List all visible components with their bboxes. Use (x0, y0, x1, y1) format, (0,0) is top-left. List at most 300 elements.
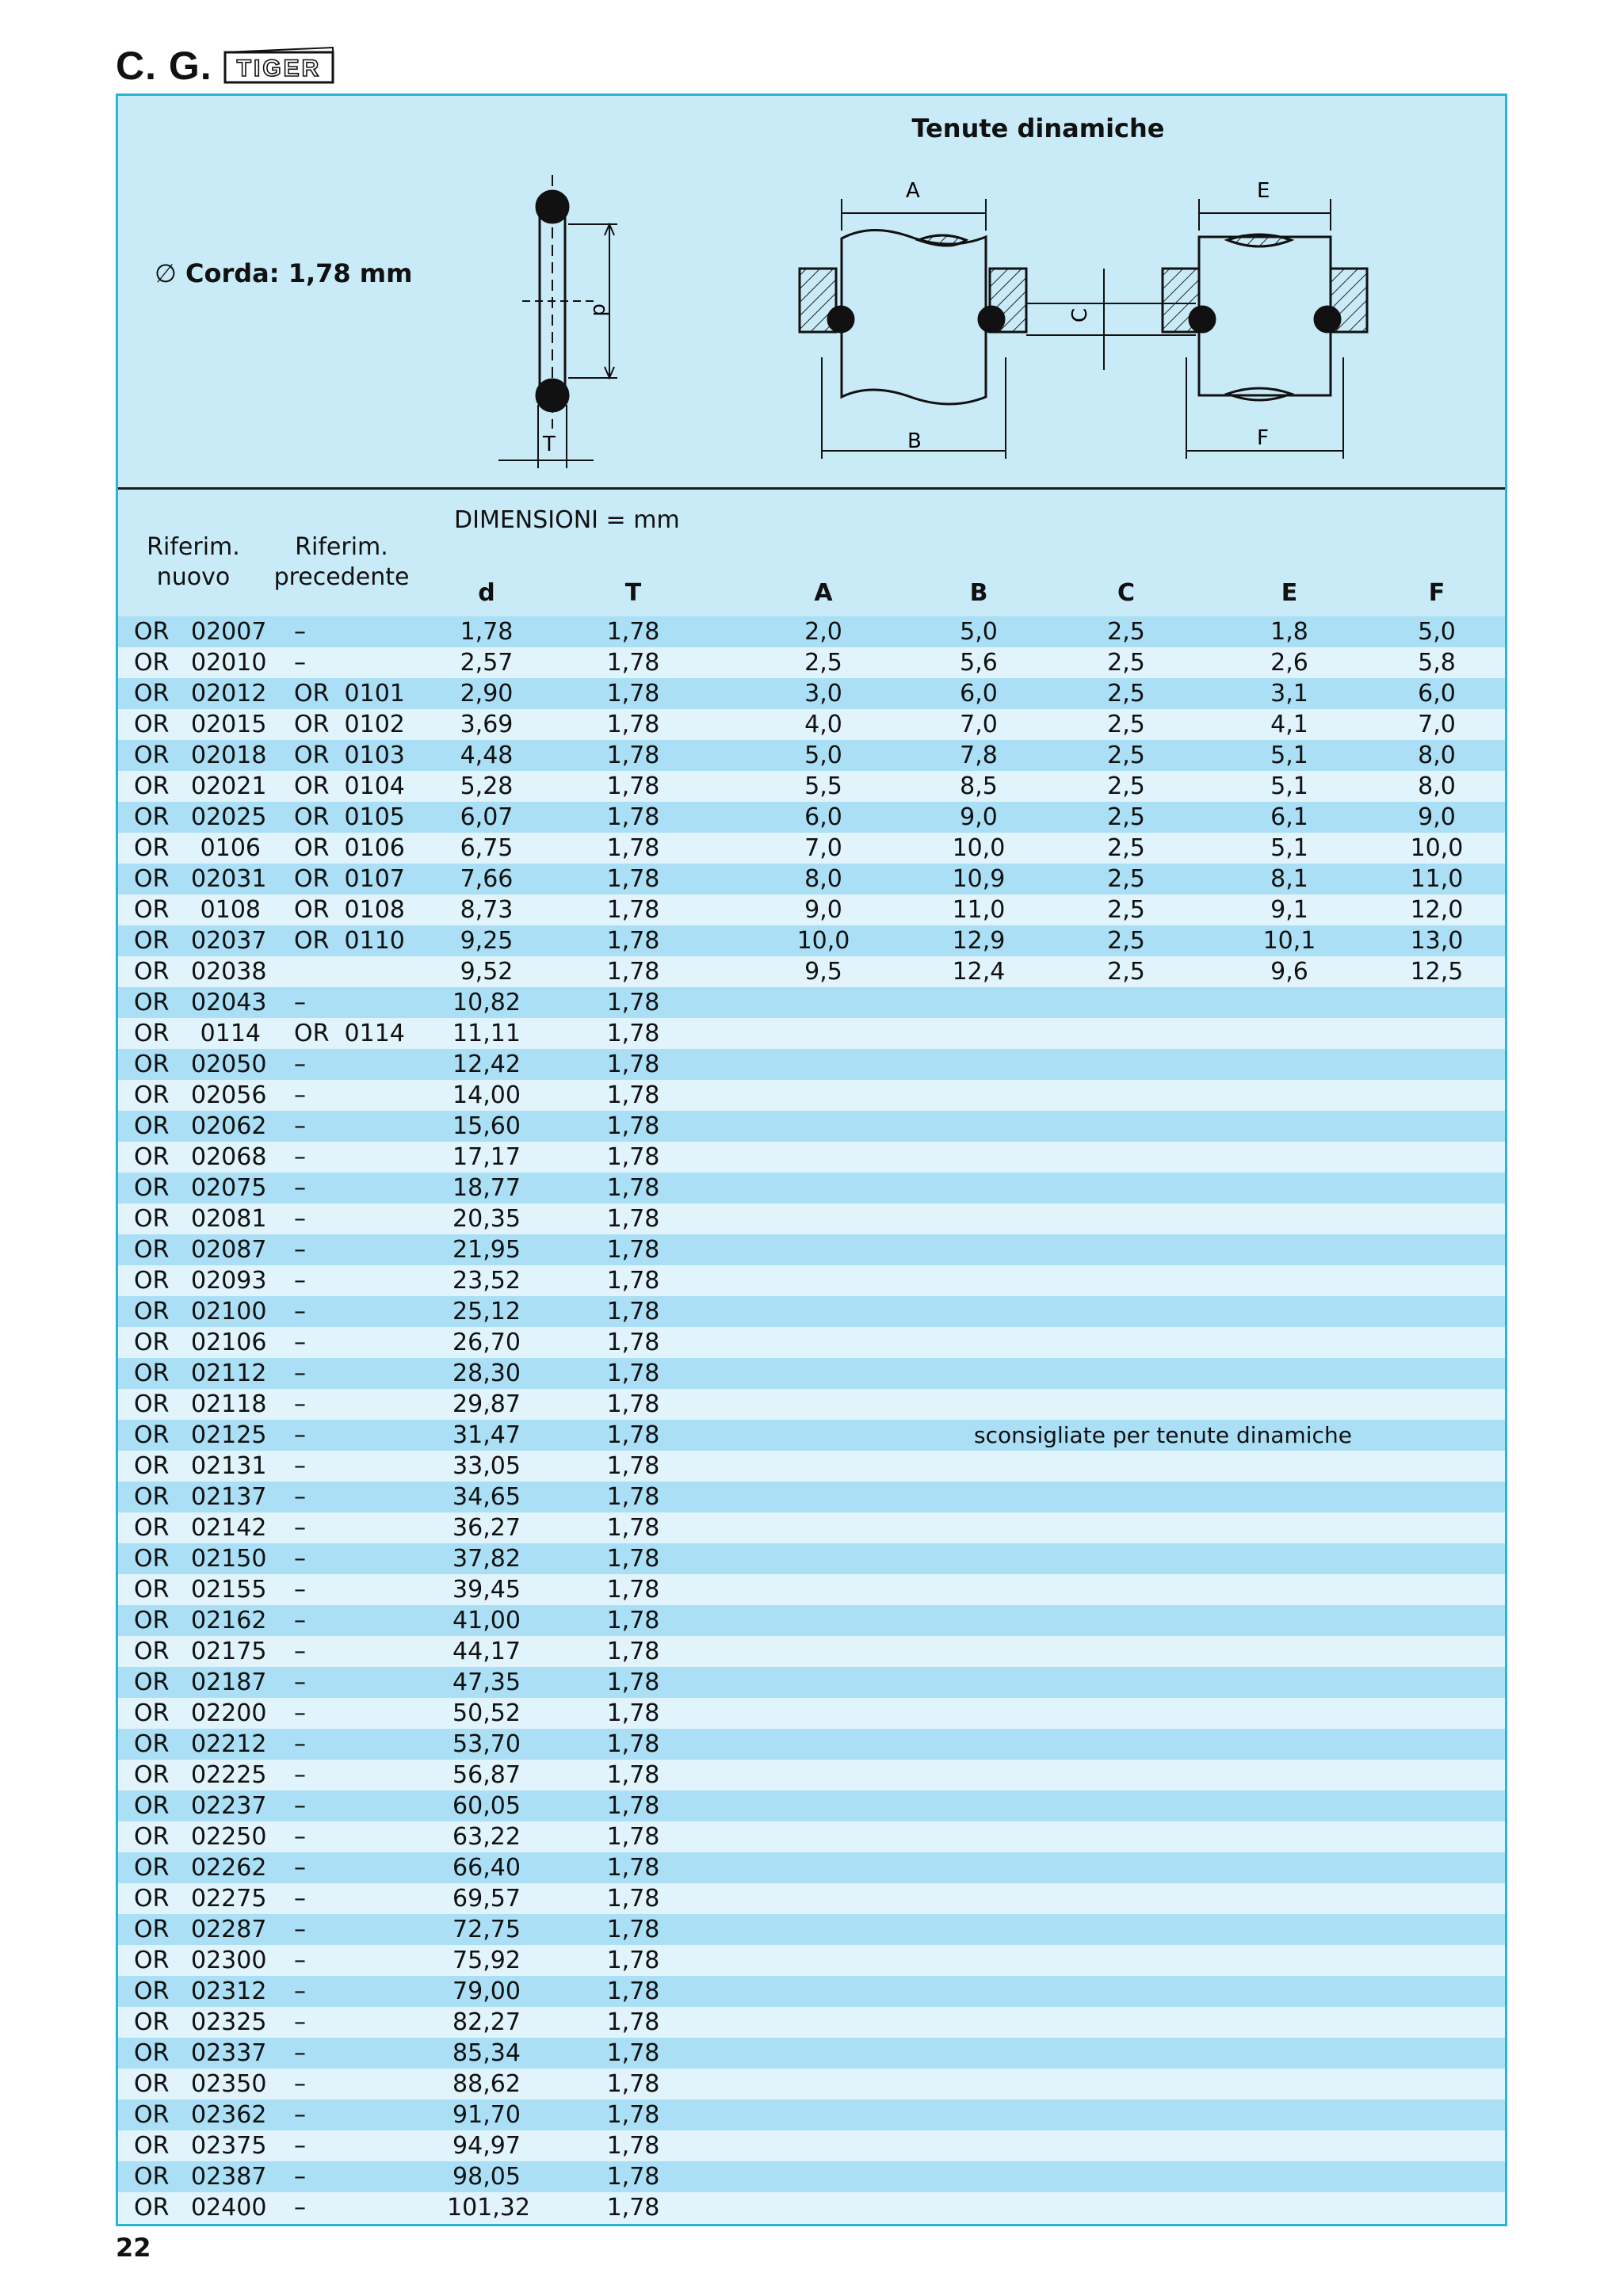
cell-a: 6,0 (804, 803, 842, 831)
cell-d: 7,66 (460, 865, 514, 893)
cell-num: 02031 (191, 865, 267, 893)
cell-t: 1,78 (606, 1205, 660, 1233)
cell-or: OR (134, 1978, 170, 2005)
table-row (118, 1265, 1505, 1296)
cell-d: 3,69 (460, 711, 514, 738)
table-row (118, 771, 1505, 802)
cell-t: 1,78 (606, 1638, 660, 1665)
cell-prev: OR 0106 (294, 834, 405, 862)
cell-d: 85,34 (453, 2039, 521, 2067)
cell-c: 2,5 (1107, 772, 1145, 800)
cell-c: 2,5 (1107, 834, 1145, 862)
cell-d: 72,75 (453, 1916, 521, 1943)
cell-or: OR (134, 649, 170, 677)
cell-c: 2,5 (1107, 711, 1145, 738)
cell-or: OR (134, 1607, 170, 1634)
cell-prev: – (294, 1699, 306, 1727)
cell-t: 1,78 (606, 865, 660, 893)
cell-num: 02337 (191, 2039, 267, 2067)
cell-num: 02350 (191, 2070, 267, 2098)
table-row (118, 987, 1505, 1018)
cell-num: 02250 (191, 1823, 267, 1851)
cell-or: OR (134, 1638, 170, 1665)
table-row (118, 1636, 1505, 1667)
cell-num: 02037 (191, 927, 267, 955)
cell-num: 02387 (191, 2163, 267, 2191)
cell-d: 63,22 (453, 1823, 521, 1851)
cell-b: 7,8 (960, 742, 998, 769)
cell-t: 1,78 (606, 927, 660, 955)
cell-or: OR (134, 1483, 170, 1511)
cell-or: OR (134, 958, 170, 986)
cell-prev: OR 0105 (294, 803, 405, 831)
cell-t: 1,78 (606, 803, 660, 831)
cell-num: 02187 (191, 1669, 267, 1696)
cell-c: 2,5 (1107, 896, 1145, 924)
cell-num: 02056 (191, 1081, 267, 1109)
rod-seal-drawing (1163, 199, 1367, 459)
cell-prev: – (294, 618, 306, 646)
cell-d: 9,25 (460, 927, 514, 955)
cell-or: OR (134, 1421, 170, 1449)
cell-prev: – (294, 1421, 306, 1449)
cell-prev: – (294, 1236, 306, 1264)
cell-t: 1,78 (606, 680, 660, 707)
table-row (118, 1821, 1505, 1852)
cell-t: 1,78 (606, 1143, 660, 1171)
cell-c: 2,5 (1107, 803, 1145, 831)
cell-prev: – (294, 1607, 306, 1634)
cell-a: 4,0 (804, 711, 842, 738)
cell-a: 5,0 (804, 742, 842, 769)
cell-d: 82,27 (453, 2008, 521, 2036)
table-row (118, 1234, 1505, 1265)
table-row (118, 1729, 1505, 1760)
cell-t: 1,78 (606, 1761, 660, 1789)
cell-prev: – (294, 1761, 306, 1789)
cell-prev: – (294, 1081, 306, 1109)
cell-d: 10,82 (453, 989, 521, 1016)
header-b: B (969, 579, 988, 607)
cell-t: 1,78 (606, 2070, 660, 2098)
diameter-icon: ∅ (155, 258, 177, 288)
cell-or: OR (134, 1298, 170, 1325)
table-row (118, 1914, 1505, 1945)
cell-d: 2,90 (460, 680, 514, 707)
cell-prev: – (294, 2101, 306, 2129)
cell-num: 02062 (191, 1112, 267, 1140)
header-c: C (1117, 579, 1136, 607)
cell-or: OR (134, 989, 170, 1016)
cell-or: OR (134, 2194, 170, 2222)
cell-d: 4,48 (460, 742, 514, 769)
cell-t: 1,78 (606, 989, 660, 1016)
cell-prev: – (294, 1823, 306, 1851)
cell-prev: – (294, 2008, 306, 2036)
cell-e: 5,1 (1270, 834, 1308, 862)
table-row (118, 1111, 1505, 1142)
table-row (118, 616, 1505, 647)
cell-num: 0108 (200, 896, 261, 924)
cell-f: 8,0 (1418, 742, 1456, 769)
cell-or: OR (134, 1669, 170, 1696)
cell-or: OR (134, 834, 170, 862)
table-row (118, 1574, 1505, 1605)
cell-t: 1,78 (606, 1020, 660, 1047)
cell-a: 9,5 (804, 958, 842, 986)
cell-e: 10,1 (1262, 927, 1316, 955)
cell-prev: – (294, 1978, 306, 2005)
cell-t: 1,78 (606, 1854, 660, 1882)
table-row (118, 1173, 1505, 1203)
cell-e: 6,1 (1270, 803, 1308, 831)
cell-prev: – (294, 1298, 306, 1325)
piston-seal-drawing (800, 199, 1196, 459)
diagram-panel (118, 96, 1505, 490)
cell-d: 47,35 (453, 1669, 521, 1696)
cell-prev: – (294, 1483, 306, 1511)
cell-num: 02012 (191, 680, 267, 707)
cell-or: OR (134, 2039, 170, 2067)
cell-d: 14,00 (453, 1081, 521, 1109)
cell-num: 02287 (191, 1916, 267, 1943)
cell-num: 02081 (191, 1205, 267, 1233)
cell-f: 12,5 (1410, 958, 1464, 986)
header-e: E (1281, 579, 1298, 607)
cell-t: 1,78 (606, 1669, 660, 1696)
cell-d: 9,52 (460, 958, 514, 986)
dim-e-label: E (1257, 179, 1270, 203)
table-row (118, 647, 1505, 678)
cell-t: 1,78 (606, 896, 660, 924)
cell-prev: – (294, 2039, 306, 2067)
cell-or: OR (134, 1854, 170, 1882)
table-row (118, 1883, 1505, 1914)
cell-d: 6,75 (460, 834, 514, 862)
cell-e: 2,6 (1270, 649, 1308, 677)
cell-t: 1,78 (606, 1421, 660, 1449)
cell-e: 9,6 (1270, 958, 1308, 986)
table-row (118, 1543, 1505, 1574)
table-row (118, 1698, 1505, 1729)
cell-t: 1,78 (606, 1792, 660, 1820)
table-row (118, 709, 1505, 740)
cell-num: 02150 (191, 1545, 267, 1573)
cell-t: 1,78 (606, 2163, 660, 2191)
cell-b: 7,0 (960, 711, 998, 738)
cell-or: OR (134, 2070, 170, 2098)
dim-d-label: d (588, 303, 612, 317)
cell-or: OR (134, 1761, 170, 1789)
cell-d: 23,52 (453, 1267, 521, 1295)
cell-prev: – (294, 1792, 306, 1820)
cell-c: 2,5 (1107, 649, 1145, 677)
cell-num: 02068 (191, 1143, 267, 1171)
cell-t: 1,78 (606, 958, 660, 986)
cell-d: 36,27 (453, 1514, 521, 1542)
cell-num: 02155 (191, 1576, 267, 1604)
cell-e: 4,1 (1270, 711, 1308, 738)
cell-or: OR (134, 1452, 170, 1480)
cell-or: OR (134, 1081, 170, 1109)
table-row (118, 1203, 1505, 1234)
cell-f: 10,0 (1410, 834, 1464, 862)
cell-t: 1,78 (606, 1298, 660, 1325)
cell-prev: OR 0107 (294, 865, 405, 893)
cell-num: 02038 (191, 958, 267, 986)
cell-or: OR (134, 865, 170, 893)
cell-prev: OR 0108 (294, 896, 405, 924)
table-row (118, 1945, 1505, 1976)
table-row (118, 802, 1505, 833)
cell-prev: – (294, 2194, 306, 2222)
cell-t: 1,78 (606, 649, 660, 677)
cell-prev: – (294, 1916, 306, 1943)
cell-d: 33,05 (453, 1452, 521, 1480)
cell-prev: – (294, 1885, 306, 1913)
dim-c-label: C (1068, 307, 1092, 322)
cord-label: ∅ Corda: 1,78 mm (155, 258, 413, 288)
cell-d: 18,77 (453, 1174, 521, 1202)
cell-num: 02087 (191, 1236, 267, 1264)
table-row (118, 1080, 1505, 1111)
table-row (118, 1791, 1505, 1821)
cell-f: 6,0 (1418, 680, 1456, 707)
table-row (118, 2007, 1505, 2038)
cell-num: 02375 (191, 2132, 267, 2160)
cell-or: OR (134, 1236, 170, 1264)
cell-d: 98,05 (453, 2163, 521, 2191)
cell-d: 21,95 (453, 1236, 521, 1264)
cell-num: 0106 (200, 834, 261, 862)
cell-t: 1,78 (606, 1390, 660, 1418)
header-t: T (624, 579, 642, 607)
cell-num: 02025 (191, 803, 267, 831)
cell-or: OR (134, 1020, 170, 1047)
table-row (118, 1852, 1505, 1883)
cell-t: 1,78 (606, 2039, 660, 2067)
panel-title: Tenute dinamiche (911, 113, 1165, 143)
table-body (118, 616, 1505, 2223)
header-f: F (1428, 579, 1445, 607)
cell-prev: – (294, 2070, 306, 2098)
table-row (118, 2130, 1505, 2161)
cell-d: 8,73 (460, 896, 514, 924)
cell-num: 02100 (191, 1298, 267, 1325)
table-row (118, 1142, 1505, 1173)
cell-or: OR (134, 1699, 170, 1727)
cell-c: 2,5 (1107, 680, 1145, 707)
cell-prev: – (294, 1514, 306, 1542)
cell-t: 1,78 (606, 1329, 660, 1356)
table-row (118, 1976, 1505, 2007)
cell-d: 94,97 (453, 2132, 521, 2160)
table-row (118, 2100, 1505, 2130)
cell-b: 12,4 (952, 958, 1006, 986)
table-row (118, 1760, 1505, 1791)
cell-d: 34,65 (453, 1483, 521, 1511)
cell-d: 44,17 (453, 1638, 521, 1665)
cell-num: 02043 (191, 989, 267, 1016)
cell-or: OR (134, 742, 170, 769)
header-ref-new: Riferim. nuovo (147, 533, 240, 591)
cell-a: 2,0 (804, 618, 842, 646)
cell-or: OR (134, 1916, 170, 1943)
cell-t: 1,78 (606, 1081, 660, 1109)
cell-or: OR (134, 1143, 170, 1171)
cell-num: 02125 (191, 1421, 267, 1449)
brand-prefix: C. G. (116, 44, 212, 88)
cell-num: 02225 (191, 1761, 267, 1789)
cell-c: 2,5 (1107, 958, 1145, 986)
table-row (118, 1296, 1505, 1327)
cell-t: 1,78 (606, 1051, 660, 1078)
header-d: d (478, 579, 495, 607)
cell-e: 3,1 (1270, 680, 1308, 707)
table-row (118, 2038, 1505, 2069)
cell-t: 1,78 (606, 1699, 660, 1727)
table-row (118, 1420, 1505, 1451)
cell-d: 12,42 (453, 1051, 521, 1078)
cell-prev: OR 0101 (294, 680, 405, 707)
cell-d: 6,07 (460, 803, 514, 831)
cell-t: 1,78 (606, 1978, 660, 2005)
cell-c: 2,5 (1107, 618, 1145, 646)
table-frame (116, 93, 1507, 2226)
cell-d: 101,32 (447, 2194, 530, 2222)
cell-prev: – (294, 2163, 306, 2191)
cell-e: 9,1 (1270, 896, 1308, 924)
cell-num: 02362 (191, 2101, 267, 2129)
cell-d: 1,78 (460, 618, 514, 646)
cell-num: 02015 (191, 711, 267, 738)
table-row (118, 740, 1505, 771)
cell-prev: – (294, 1267, 306, 1295)
cell-t: 1,78 (606, 772, 660, 800)
table-row (118, 1018, 1505, 1049)
cell-prev: – (294, 1669, 306, 1696)
cell-e: 1,8 (1270, 618, 1308, 646)
cell-b: 12,9 (952, 927, 1006, 955)
cell-f: 8,0 (1418, 772, 1456, 800)
cell-d: 25,12 (453, 1298, 521, 1325)
cell-a: 9,0 (804, 896, 842, 924)
cell-or: OR (134, 711, 170, 738)
cell-t: 1,78 (606, 1545, 660, 1573)
cell-t: 1,78 (606, 711, 660, 738)
cell-or: OR (134, 1947, 170, 1974)
cell-prev: OR 0114 (294, 1020, 405, 1047)
cell-d: 53,70 (453, 1730, 521, 1758)
table-row (118, 1512, 1505, 1543)
table-row (118, 678, 1505, 709)
cell-t: 1,78 (606, 1236, 660, 1264)
cell-f: 9,0 (1418, 803, 1456, 831)
cell-prev: – (294, 1947, 306, 1974)
cell-num: 02312 (191, 1978, 267, 2005)
cell-d: 41,00 (453, 1607, 521, 1634)
cell-or: OR (134, 1205, 170, 1233)
table-row (118, 2161, 1505, 2192)
table-row (118, 1049, 1505, 1080)
dynamic-seal-note: sconsigliate per tenute dinamiche (974, 1422, 1352, 1448)
cell-or: OR (134, 1267, 170, 1295)
cell-d: 20,35 (453, 1205, 521, 1233)
cell-prev: – (294, 1329, 306, 1356)
cell-or: OR (134, 1329, 170, 1356)
cell-num: 02018 (191, 742, 267, 769)
cell-or: OR (134, 1823, 170, 1851)
cell-t: 1,78 (606, 1916, 660, 1943)
table-row (118, 1358, 1505, 1389)
cell-b: 10,9 (952, 865, 1006, 893)
cell-t: 1,78 (606, 1174, 660, 1202)
cell-c: 2,5 (1107, 865, 1145, 893)
cell-or: OR (134, 2163, 170, 2191)
cell-or: OR (134, 2008, 170, 2036)
cell-num: 02118 (191, 1390, 267, 1418)
table-row (118, 1389, 1505, 1420)
cell-or: OR (134, 1051, 170, 1078)
cell-prev: – (294, 1638, 306, 1665)
cell-t: 1,78 (606, 1514, 660, 1542)
cell-t: 1,78 (606, 1885, 660, 1913)
cell-t: 1,78 (606, 1823, 660, 1851)
cell-or: OR (134, 1792, 170, 1820)
table-row (118, 894, 1505, 925)
cell-num: 02262 (191, 1854, 267, 1882)
cell-or: OR (134, 2101, 170, 2129)
table-row (118, 833, 1505, 864)
cell-d: 2,57 (460, 649, 514, 677)
table-row (118, 956, 1505, 987)
cell-prev: – (294, 1174, 306, 1202)
cell-or: OR (134, 2132, 170, 2160)
cell-b: 11,0 (952, 896, 1006, 924)
cell-b: 6,0 (960, 680, 998, 707)
table-row (118, 1482, 1505, 1512)
cell-a: 5,5 (804, 772, 842, 800)
cell-prev: OR 0110 (294, 927, 405, 955)
cell-t: 1,78 (606, 742, 660, 769)
cell-d: 11,11 (453, 1020, 521, 1047)
cell-e: 5,1 (1270, 772, 1308, 800)
cell-or: OR (134, 1545, 170, 1573)
cell-prev: – (294, 649, 306, 677)
cell-t: 1,78 (606, 1452, 660, 1480)
cell-or: OR (134, 772, 170, 800)
table-row (118, 1605, 1505, 1636)
cell-or: OR (134, 1174, 170, 1202)
cell-prev: OR 0104 (294, 772, 405, 800)
cell-t: 1,78 (606, 1607, 660, 1634)
table-row (118, 925, 1505, 956)
cell-d: 79,00 (453, 1978, 521, 2005)
cell-f: 5,8 (1418, 649, 1456, 677)
table-header (118, 490, 1505, 616)
cell-or: OR (134, 618, 170, 646)
cell-prev: – (294, 1112, 306, 1140)
cell-num: 02112 (191, 1360, 267, 1387)
cell-prev: OR 0102 (294, 711, 405, 738)
header-a: A (814, 579, 833, 607)
cell-or: OR (134, 803, 170, 831)
cell-or: OR (134, 1112, 170, 1140)
cell-d: 26,70 (453, 1329, 521, 1356)
table-row (118, 2069, 1505, 2100)
cell-num: 02325 (191, 2008, 267, 2036)
cell-d: 50,52 (453, 1699, 521, 1727)
